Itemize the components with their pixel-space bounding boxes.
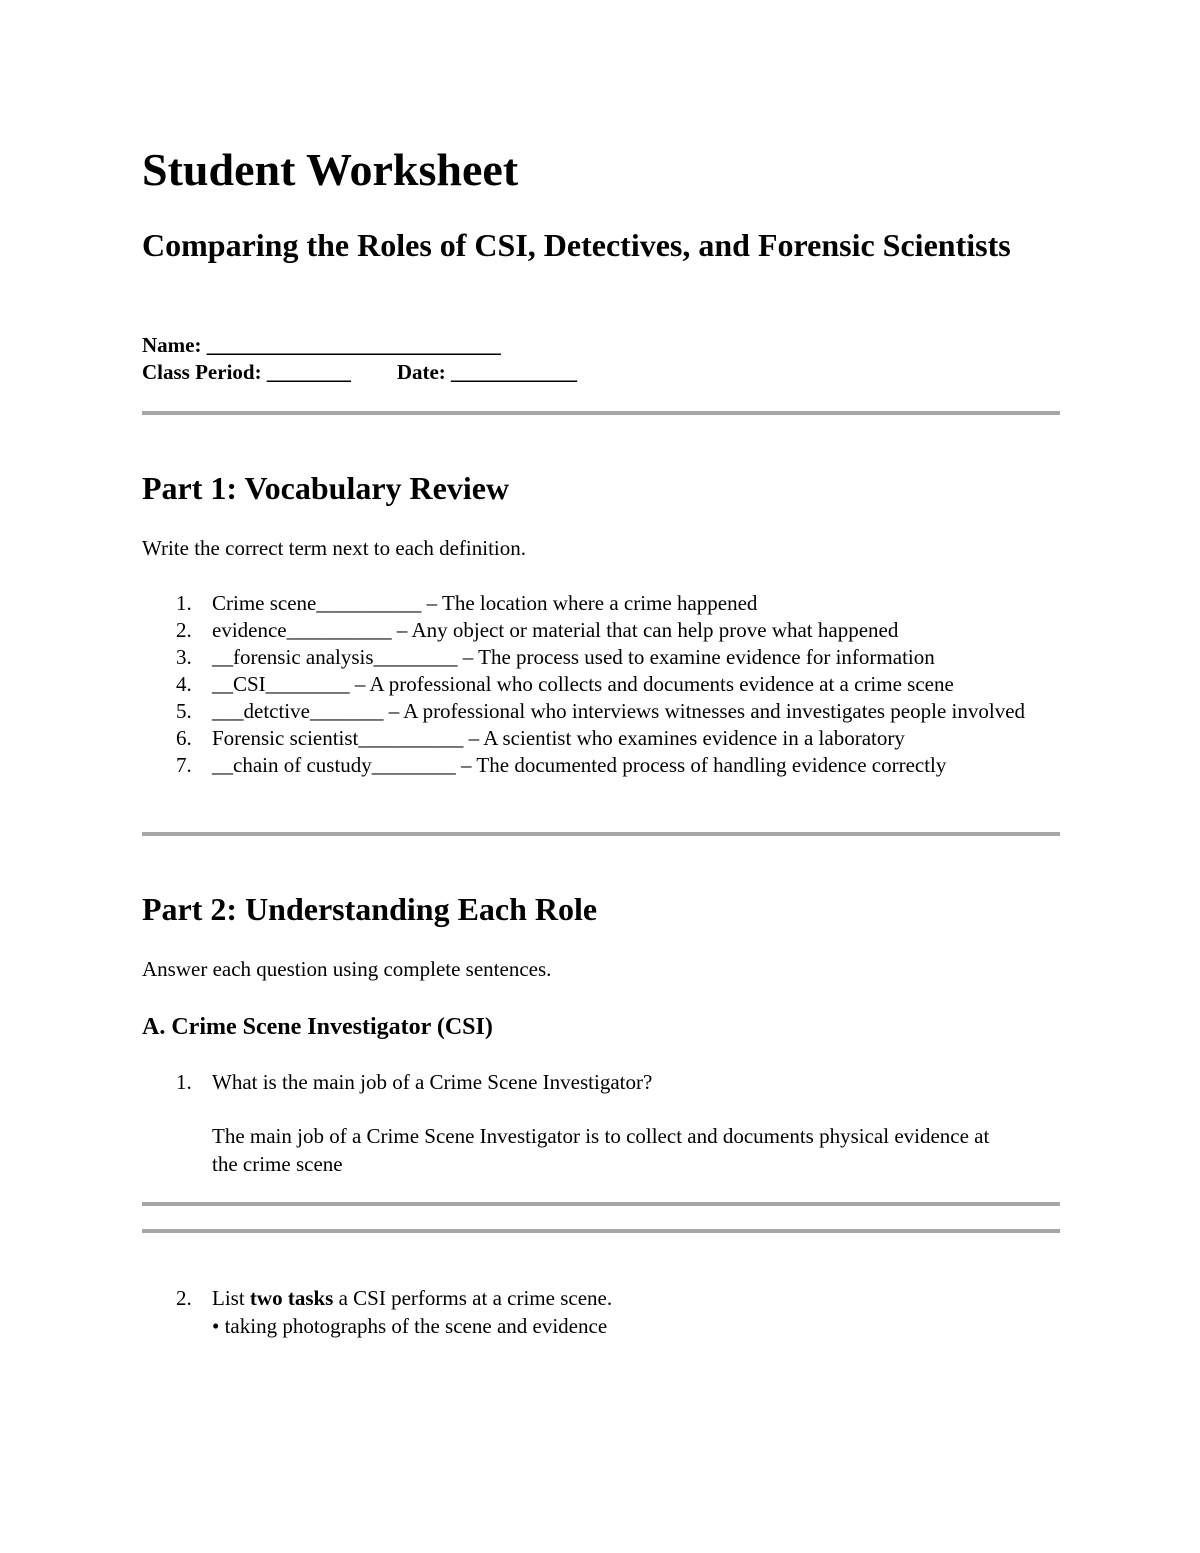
question-1: 1. What is the main job of a Crime Scene Investigator? [142, 1069, 1060, 1096]
divider [142, 411, 1060, 415]
answer-text: • taking photographs of the scene and evidence [212, 1314, 608, 1338]
page-subtitle: Comparing the Roles of CSI, Detectives, and Forensic Scientists [142, 227, 1011, 263]
section-a-heading: A. Crime Scene Investigator (CSI) [142, 1014, 493, 1040]
list-item: 1. Crime scene__________ – The location where a crime happened [176, 591, 758, 615]
part2-instruction: Answer each question using complete sentences. [142, 957, 552, 981]
list-item: 3. __forensic analysis________ – The process used to examine evidence for information [176, 645, 935, 669]
list-item: 2. evidence__________ – Any object or material that can help prove what happened [176, 618, 899, 642]
answer-text: The main job of a Crime Scene Investigator is to collect and documents physical evidence at the crime scene [212, 1124, 990, 1176]
answer-line [142, 1229, 1060, 1233]
list-item: 6. Forensic scientist__________ – A scientist who examines evidence in a laboratory [176, 726, 905, 750]
class-date-fields [142, 359, 577, 386]
divider [142, 832, 1060, 836]
question-2: 2. List two tasks a CSI performs at a crime scene. [142, 1285, 1060, 1312]
list-item: 4. __CSI________ – A professional who collects and documents evidence at a crime scene [176, 672, 954, 696]
list-item: 7. __chain of custudy________ – The documented process of handling evidence correctly [176, 753, 947, 777]
date-field: Date: ____________ [396, 360, 578, 384]
class-period-field: Class Period: ________ [142, 360, 351, 384]
page-title: Student Worksheet [142, 144, 519, 195]
part1-instruction: Write the correct term next to each definition. [142, 536, 526, 560]
question-text: What is the main job of a Crime Scene Investigator? [212, 1070, 653, 1094]
list-item: 5. ___detctive_______ – A professional who interviews witnesses and investigates people involved [176, 699, 1026, 723]
question-text: List two tasks a CSI performs at a crime scene. [212, 1286, 613, 1310]
name-field: Name: ____________________________ [142, 333, 501, 357]
part1-heading: Part 1: Vocabulary Review [142, 470, 510, 506]
part2-heading: Part 2: Understanding Each Role [142, 891, 598, 927]
vocab-list [142, 590, 1060, 779]
answer-line [142, 1202, 1060, 1206]
